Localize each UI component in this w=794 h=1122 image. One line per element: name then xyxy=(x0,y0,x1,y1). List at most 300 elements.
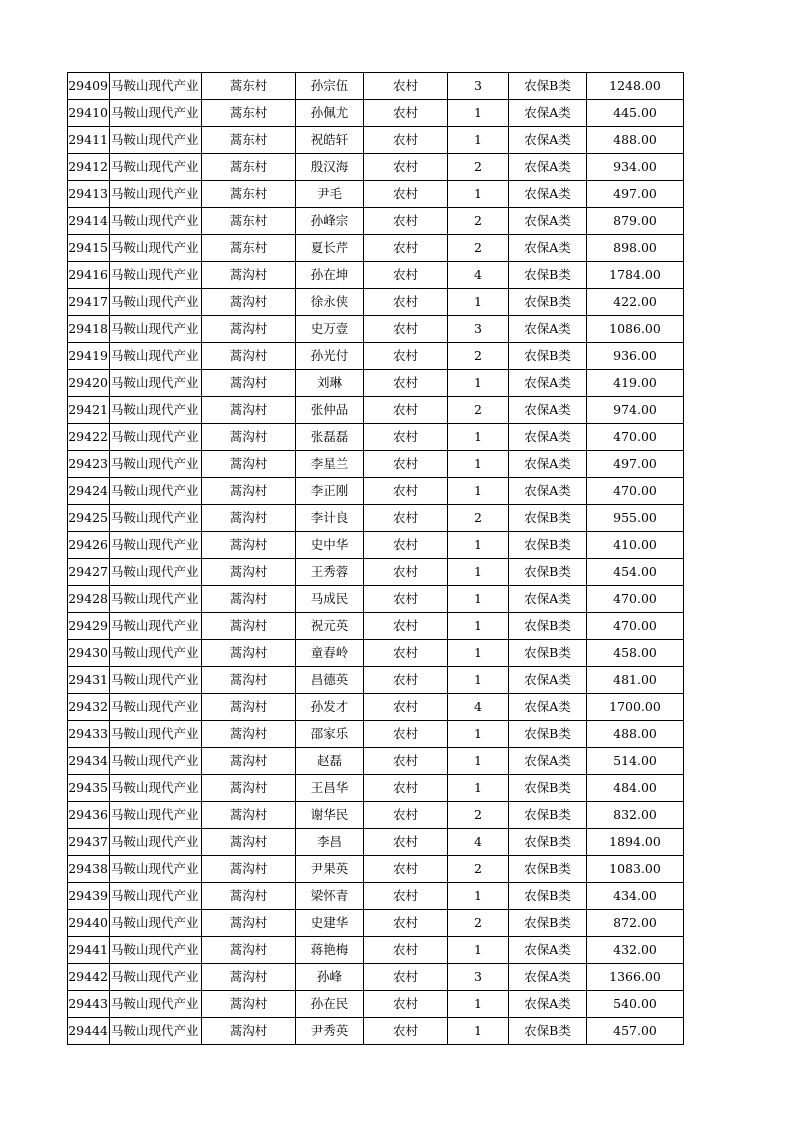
household-count-cell: 1 xyxy=(448,370,509,397)
village-cell: 蒿东村 xyxy=(202,127,296,154)
table-row xyxy=(68,964,684,991)
area-type-cell: 农村 xyxy=(364,856,448,883)
amount-cell: 540.00 xyxy=(587,991,684,1018)
table-row xyxy=(68,154,684,181)
row-id-cell: 29435 xyxy=(68,775,110,802)
table-row xyxy=(68,559,684,586)
area-type-cell: 农村 xyxy=(364,775,448,802)
table-row xyxy=(68,775,684,802)
unit-cell: 马鞍山现代产业 xyxy=(110,964,202,991)
name-cell: 王昌华 xyxy=(296,775,364,802)
village-cell: 蒿沟村 xyxy=(202,802,296,829)
household-count-cell: 1 xyxy=(448,748,509,775)
insurance-category-cell: 农保A类 xyxy=(509,424,587,451)
area-type-cell: 农村 xyxy=(364,478,448,505)
insurance-category-cell: 农保A类 xyxy=(509,370,587,397)
unit-cell: 马鞍山现代产业 xyxy=(110,694,202,721)
amount-cell: 470.00 xyxy=(587,478,684,505)
table-row xyxy=(68,451,684,478)
amount-cell: 458.00 xyxy=(587,640,684,667)
table-row xyxy=(68,316,684,343)
name-cell: 殷汉海 xyxy=(296,154,364,181)
amount-cell: 454.00 xyxy=(587,559,684,586)
village-cell: 蒿沟村 xyxy=(202,451,296,478)
table-row xyxy=(68,208,684,235)
area-type-cell: 农村 xyxy=(364,559,448,586)
name-cell: 王秀蓉 xyxy=(296,559,364,586)
table-row xyxy=(68,532,684,559)
amount-cell: 488.00 xyxy=(587,127,684,154)
name-cell: 夏长芹 xyxy=(296,235,364,262)
unit-cell: 马鞍山现代产业 xyxy=(110,1018,202,1045)
table-row xyxy=(68,856,684,883)
area-type-cell: 农村 xyxy=(364,1018,448,1045)
household-count-cell: 2 xyxy=(448,154,509,181)
household-count-cell: 2 xyxy=(448,910,509,937)
name-cell: 张仲品 xyxy=(296,397,364,424)
amount-cell: 974.00 xyxy=(587,397,684,424)
unit-cell: 马鞍山现代产业 xyxy=(110,586,202,613)
name-cell: 梁怀青 xyxy=(296,883,364,910)
village-cell: 蒿沟村 xyxy=(202,667,296,694)
household-count-cell: 1 xyxy=(448,721,509,748)
row-id-cell: 29413 xyxy=(68,181,110,208)
table-row xyxy=(68,235,684,262)
village-cell: 蒿沟村 xyxy=(202,775,296,802)
table-row xyxy=(68,910,684,937)
area-type-cell: 农村 xyxy=(364,154,448,181)
name-cell: 张磊磊 xyxy=(296,424,364,451)
area-type-cell: 农村 xyxy=(364,451,448,478)
village-cell: 蒿沟村 xyxy=(202,505,296,532)
village-cell: 蒿沟村 xyxy=(202,721,296,748)
amount-cell: 422.00 xyxy=(587,289,684,316)
village-cell: 蒿东村 xyxy=(202,154,296,181)
name-cell: 祝元英 xyxy=(296,613,364,640)
household-count-cell: 1 xyxy=(448,667,509,694)
unit-cell: 马鞍山现代产业 xyxy=(110,73,202,100)
insurance-category-cell: 农保B类 xyxy=(509,343,587,370)
amount-cell: 457.00 xyxy=(587,1018,684,1045)
amount-cell: 934.00 xyxy=(587,154,684,181)
area-type-cell: 农村 xyxy=(364,964,448,991)
table-row xyxy=(68,289,684,316)
row-id-cell: 29444 xyxy=(68,1018,110,1045)
unit-cell: 马鞍山现代产业 xyxy=(110,856,202,883)
name-cell: 孙发才 xyxy=(296,694,364,721)
unit-cell: 马鞍山现代产业 xyxy=(110,478,202,505)
household-count-cell: 1 xyxy=(448,127,509,154)
household-count-cell: 1 xyxy=(448,532,509,559)
household-count-cell: 1 xyxy=(448,613,509,640)
unit-cell: 马鞍山现代产业 xyxy=(110,748,202,775)
name-cell: 祝皓轩 xyxy=(296,127,364,154)
village-cell: 蒿东村 xyxy=(202,73,296,100)
table-row xyxy=(68,991,684,1018)
amount-cell: 898.00 xyxy=(587,235,684,262)
insurance-category-cell: 农保B类 xyxy=(509,262,587,289)
name-cell: 史建华 xyxy=(296,910,364,937)
amount-cell: 419.00 xyxy=(587,370,684,397)
row-id-cell: 29432 xyxy=(68,694,110,721)
table-row xyxy=(68,343,684,370)
village-cell: 蒿沟村 xyxy=(202,1018,296,1045)
name-cell: 孙在坤 xyxy=(296,262,364,289)
household-count-cell: 4 xyxy=(448,829,509,856)
table-row xyxy=(68,73,684,100)
amount-cell: 1784.00 xyxy=(587,262,684,289)
insurance-category-cell: 农保B类 xyxy=(509,505,587,532)
name-cell: 史中华 xyxy=(296,532,364,559)
unit-cell: 马鞍山现代产业 xyxy=(110,100,202,127)
area-type-cell: 农村 xyxy=(364,100,448,127)
roster-body xyxy=(68,73,684,1045)
unit-cell: 马鞍山现代产业 xyxy=(110,451,202,478)
name-cell: 邵家乐 xyxy=(296,721,364,748)
insurance-category-cell: 农保B类 xyxy=(509,910,587,937)
insurance-category-cell: 农保A类 xyxy=(509,937,587,964)
unit-cell: 马鞍山现代产业 xyxy=(110,775,202,802)
insurance-category-cell: 农保A类 xyxy=(509,667,587,694)
table-row xyxy=(68,748,684,775)
unit-cell: 马鞍山现代产业 xyxy=(110,289,202,316)
area-type-cell: 农村 xyxy=(364,370,448,397)
household-count-cell: 1 xyxy=(448,289,509,316)
village-cell: 蒿沟村 xyxy=(202,748,296,775)
household-count-cell: 2 xyxy=(448,208,509,235)
amount-cell: 432.00 xyxy=(587,937,684,964)
row-id-cell: 29411 xyxy=(68,127,110,154)
table-row xyxy=(68,100,684,127)
insurance-category-cell: 农保A类 xyxy=(509,316,587,343)
unit-cell: 马鞍山现代产业 xyxy=(110,505,202,532)
row-id-cell: 29424 xyxy=(68,478,110,505)
row-id-cell: 29423 xyxy=(68,451,110,478)
unit-cell: 马鞍山现代产业 xyxy=(110,829,202,856)
name-cell: 刘琳 xyxy=(296,370,364,397)
unit-cell: 马鞍山现代产业 xyxy=(110,802,202,829)
amount-cell: 832.00 xyxy=(587,802,684,829)
table-row xyxy=(68,262,684,289)
village-cell: 蒿沟村 xyxy=(202,991,296,1018)
row-id-cell: 29430 xyxy=(68,640,110,667)
amount-cell: 514.00 xyxy=(587,748,684,775)
village-cell: 蒿沟村 xyxy=(202,559,296,586)
unit-cell: 马鞍山现代产业 xyxy=(110,559,202,586)
amount-cell: 1086.00 xyxy=(587,316,684,343)
insurance-category-cell: 农保A类 xyxy=(509,154,587,181)
row-id-cell: 29433 xyxy=(68,721,110,748)
table-row xyxy=(68,181,684,208)
household-count-cell: 1 xyxy=(448,775,509,802)
village-cell: 蒿沟村 xyxy=(202,343,296,370)
name-cell: 史万壹 xyxy=(296,316,364,343)
unit-cell: 马鞍山现代产业 xyxy=(110,721,202,748)
household-count-cell: 1 xyxy=(448,1018,509,1045)
area-type-cell: 农村 xyxy=(364,424,448,451)
name-cell: 孙宗伍 xyxy=(296,73,364,100)
insurance-category-cell: 农保B类 xyxy=(509,883,587,910)
insurance-category-cell: 农保A类 xyxy=(509,748,587,775)
table-row xyxy=(68,505,684,532)
name-cell: 马成民 xyxy=(296,586,364,613)
row-id-cell: 29437 xyxy=(68,829,110,856)
unit-cell: 马鞍山现代产业 xyxy=(110,910,202,937)
name-cell: 尹毛 xyxy=(296,181,364,208)
village-cell: 蒿沟村 xyxy=(202,262,296,289)
unit-cell: 马鞍山现代产业 xyxy=(110,154,202,181)
insurance-category-cell: 农保A类 xyxy=(509,451,587,478)
household-count-cell: 1 xyxy=(448,586,509,613)
village-cell: 蒿沟村 xyxy=(202,370,296,397)
name-cell: 孙峰 xyxy=(296,964,364,991)
unit-cell: 马鞍山现代产业 xyxy=(110,613,202,640)
village-cell: 蒿沟村 xyxy=(202,478,296,505)
amount-cell: 872.00 xyxy=(587,910,684,937)
insurance-category-cell: 农保B类 xyxy=(509,856,587,883)
area-type-cell: 农村 xyxy=(364,343,448,370)
row-id-cell: 29425 xyxy=(68,505,110,532)
name-cell: 孙在民 xyxy=(296,991,364,1018)
area-type-cell: 农村 xyxy=(364,748,448,775)
table-row xyxy=(68,721,684,748)
name-cell: 尹秀英 xyxy=(296,1018,364,1045)
insurance-category-cell: 农保A类 xyxy=(509,181,587,208)
household-count-cell: 1 xyxy=(448,937,509,964)
unit-cell: 马鞍山现代产业 xyxy=(110,532,202,559)
village-cell: 蒿东村 xyxy=(202,100,296,127)
row-id-cell: 29409 xyxy=(68,73,110,100)
table-row xyxy=(68,1018,684,1045)
row-id-cell: 29429 xyxy=(68,613,110,640)
insurance-category-cell: 农保B类 xyxy=(509,73,587,100)
insurance-category-cell: 农保B类 xyxy=(509,721,587,748)
area-type-cell: 农村 xyxy=(364,667,448,694)
name-cell: 蒋艳梅 xyxy=(296,937,364,964)
table-row xyxy=(68,613,684,640)
village-cell: 蒿沟村 xyxy=(202,910,296,937)
name-cell: 李正刚 xyxy=(296,478,364,505)
area-type-cell: 农村 xyxy=(364,262,448,289)
unit-cell: 马鞍山现代产业 xyxy=(110,424,202,451)
row-id-cell: 29440 xyxy=(68,910,110,937)
amount-cell: 497.00 xyxy=(587,181,684,208)
insurance-category-cell: 农保A类 xyxy=(509,586,587,613)
insurance-category-cell: 农保A类 xyxy=(509,397,587,424)
unit-cell: 马鞍山现代产业 xyxy=(110,991,202,1018)
household-count-cell: 1 xyxy=(448,181,509,208)
amount-cell: 484.00 xyxy=(587,775,684,802)
insurance-category-cell: 农保B类 xyxy=(509,802,587,829)
insurance-category-cell: 农保B类 xyxy=(509,640,587,667)
table-row xyxy=(68,829,684,856)
insurance-category-cell: 农保A类 xyxy=(509,478,587,505)
household-count-cell: 1 xyxy=(448,100,509,127)
table-row xyxy=(68,667,684,694)
area-type-cell: 农村 xyxy=(364,883,448,910)
amount-cell: 497.00 xyxy=(587,451,684,478)
village-cell: 蒿东村 xyxy=(202,208,296,235)
village-cell: 蒿沟村 xyxy=(202,613,296,640)
area-type-cell: 农村 xyxy=(364,289,448,316)
name-cell: 昌德英 xyxy=(296,667,364,694)
name-cell: 李星兰 xyxy=(296,451,364,478)
name-cell: 谢华民 xyxy=(296,802,364,829)
village-cell: 蒿沟村 xyxy=(202,532,296,559)
table-row xyxy=(68,424,684,451)
amount-cell: 1248.00 xyxy=(587,73,684,100)
amount-cell: 1083.00 xyxy=(587,856,684,883)
insurance-category-cell: 农保B类 xyxy=(509,829,587,856)
village-cell: 蒿东村 xyxy=(202,235,296,262)
household-count-cell: 1 xyxy=(448,559,509,586)
row-id-cell: 29410 xyxy=(68,100,110,127)
household-count-cell: 1 xyxy=(448,451,509,478)
unit-cell: 马鞍山现代产业 xyxy=(110,937,202,964)
unit-cell: 马鞍山现代产业 xyxy=(110,208,202,235)
unit-cell: 马鞍山现代产业 xyxy=(110,397,202,424)
unit-cell: 马鞍山现代产业 xyxy=(110,262,202,289)
name-cell: 徐永侠 xyxy=(296,289,364,316)
area-type-cell: 农村 xyxy=(364,532,448,559)
area-type-cell: 农村 xyxy=(364,397,448,424)
table-row xyxy=(68,478,684,505)
row-id-cell: 29428 xyxy=(68,586,110,613)
table-row xyxy=(68,397,684,424)
amount-cell: 1700.00 xyxy=(587,694,684,721)
amount-cell: 470.00 xyxy=(587,586,684,613)
amount-cell: 410.00 xyxy=(587,532,684,559)
area-type-cell: 农村 xyxy=(364,505,448,532)
village-cell: 蒿沟村 xyxy=(202,289,296,316)
amount-cell: 470.00 xyxy=(587,613,684,640)
table-row xyxy=(68,802,684,829)
row-id-cell: 29421 xyxy=(68,397,110,424)
village-cell: 蒿沟村 xyxy=(202,316,296,343)
village-cell: 蒿沟村 xyxy=(202,424,296,451)
household-count-cell: 2 xyxy=(448,802,509,829)
table-row xyxy=(68,937,684,964)
insurance-category-cell: 农保B类 xyxy=(509,775,587,802)
village-cell: 蒿沟村 xyxy=(202,883,296,910)
row-id-cell: 29434 xyxy=(68,748,110,775)
row-id-cell: 29412 xyxy=(68,154,110,181)
name-cell: 李计良 xyxy=(296,505,364,532)
unit-cell: 马鞍山现代产业 xyxy=(110,343,202,370)
insurance-category-cell: 农保A类 xyxy=(509,100,587,127)
area-type-cell: 农村 xyxy=(364,613,448,640)
area-type-cell: 农村 xyxy=(364,181,448,208)
village-cell: 蒿东村 xyxy=(202,181,296,208)
village-cell: 蒿沟村 xyxy=(202,829,296,856)
amount-cell: 1894.00 xyxy=(587,829,684,856)
name-cell: 孙峰宗 xyxy=(296,208,364,235)
row-id-cell: 29417 xyxy=(68,289,110,316)
insurance-category-cell: 农保A类 xyxy=(509,235,587,262)
insurance-category-cell: 农保A类 xyxy=(509,991,587,1018)
amount-cell: 434.00 xyxy=(587,883,684,910)
insurance-category-cell: 农保B类 xyxy=(509,1018,587,1045)
row-id-cell: 29416 xyxy=(68,262,110,289)
row-id-cell: 29426 xyxy=(68,532,110,559)
household-count-cell: 2 xyxy=(448,505,509,532)
insurance-category-cell: 农保B类 xyxy=(509,532,587,559)
village-cell: 蒿沟村 xyxy=(202,856,296,883)
household-count-cell: 1 xyxy=(448,991,509,1018)
amount-cell: 470.00 xyxy=(587,424,684,451)
name-cell: 孙佩尤 xyxy=(296,100,364,127)
household-count-cell: 4 xyxy=(448,694,509,721)
household-count-cell: 3 xyxy=(448,964,509,991)
amount-cell: 879.00 xyxy=(587,208,684,235)
row-id-cell: 29414 xyxy=(68,208,110,235)
table-row xyxy=(68,127,684,154)
household-count-cell: 3 xyxy=(448,73,509,100)
name-cell: 李昌 xyxy=(296,829,364,856)
household-count-cell: 2 xyxy=(448,397,509,424)
village-cell: 蒿沟村 xyxy=(202,397,296,424)
household-count-cell: 1 xyxy=(448,640,509,667)
unit-cell: 马鞍山现代产业 xyxy=(110,883,202,910)
area-type-cell: 农村 xyxy=(364,937,448,964)
unit-cell: 马鞍山现代产业 xyxy=(110,667,202,694)
row-id-cell: 29431 xyxy=(68,667,110,694)
amount-cell: 445.00 xyxy=(587,100,684,127)
area-type-cell: 农村 xyxy=(364,235,448,262)
table-row xyxy=(68,883,684,910)
area-type-cell: 农村 xyxy=(364,316,448,343)
row-id-cell: 29427 xyxy=(68,559,110,586)
row-id-cell: 29415 xyxy=(68,235,110,262)
table-row xyxy=(68,370,684,397)
area-type-cell: 农村 xyxy=(364,127,448,154)
insurance-category-cell: 农保B类 xyxy=(509,559,587,586)
unit-cell: 马鞍山现代产业 xyxy=(110,235,202,262)
area-type-cell: 农村 xyxy=(364,694,448,721)
village-cell: 蒿沟村 xyxy=(202,640,296,667)
row-id-cell: 29443 xyxy=(68,991,110,1018)
insurance-category-cell: 农保A类 xyxy=(509,964,587,991)
name-cell: 赵磊 xyxy=(296,748,364,775)
amount-cell: 1366.00 xyxy=(587,964,684,991)
row-id-cell: 29436 xyxy=(68,802,110,829)
table-row xyxy=(68,694,684,721)
area-type-cell: 农村 xyxy=(364,829,448,856)
insurance-category-cell: 农保A类 xyxy=(509,208,587,235)
amount-cell: 955.00 xyxy=(587,505,684,532)
household-count-cell: 1 xyxy=(448,883,509,910)
row-id-cell: 29419 xyxy=(68,343,110,370)
household-count-cell: 2 xyxy=(448,343,509,370)
table-row xyxy=(68,586,684,613)
insurance-category-cell: 农保B类 xyxy=(509,613,587,640)
row-id-cell: 29439 xyxy=(68,883,110,910)
amount-cell: 488.00 xyxy=(587,721,684,748)
roster-table xyxy=(67,72,684,1045)
village-cell: 蒿沟村 xyxy=(202,964,296,991)
amount-cell: 936.00 xyxy=(587,343,684,370)
area-type-cell: 农村 xyxy=(364,721,448,748)
row-id-cell: 29420 xyxy=(68,370,110,397)
village-cell: 蒿沟村 xyxy=(202,586,296,613)
row-id-cell: 29441 xyxy=(68,937,110,964)
household-count-cell: 2 xyxy=(448,235,509,262)
name-cell: 童春岭 xyxy=(296,640,364,667)
unit-cell: 马鞍山现代产业 xyxy=(110,640,202,667)
area-type-cell: 农村 xyxy=(364,640,448,667)
row-id-cell: 29422 xyxy=(68,424,110,451)
village-cell: 蒿沟村 xyxy=(202,937,296,964)
